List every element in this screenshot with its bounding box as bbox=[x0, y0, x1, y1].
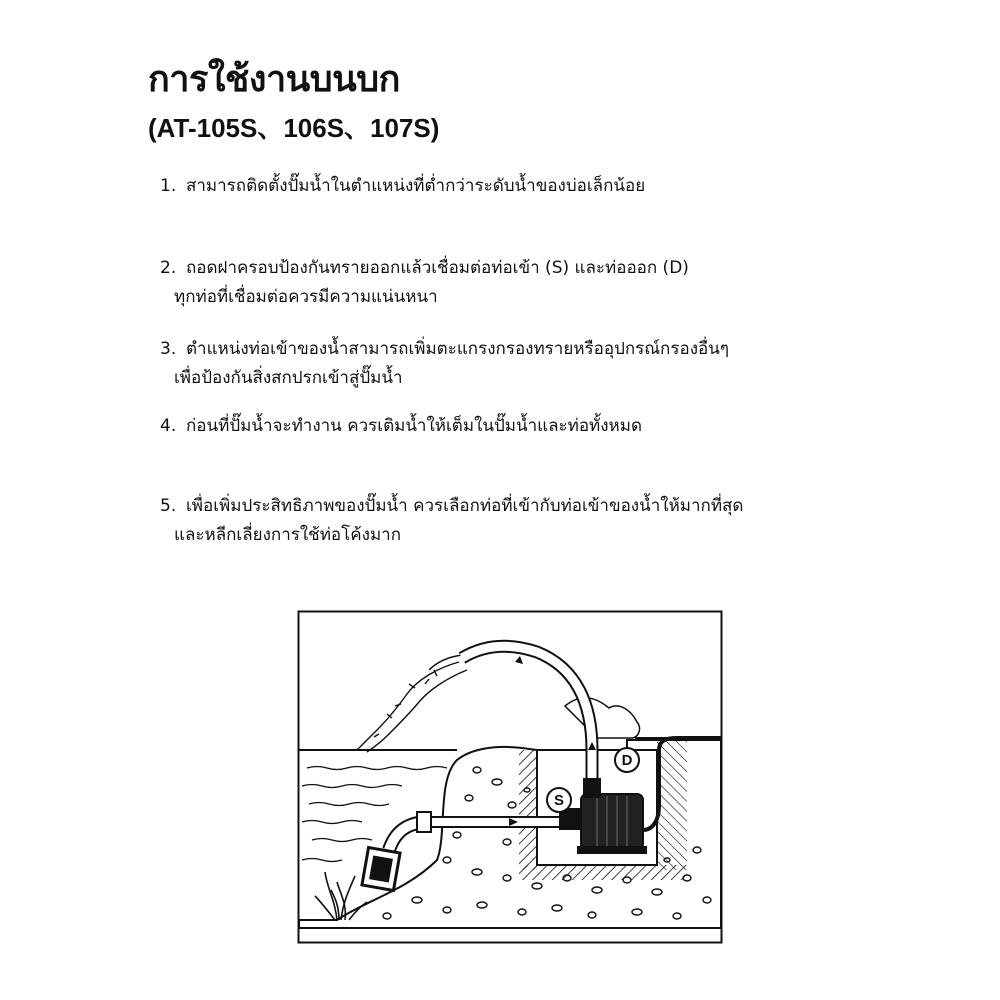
instruction-item-1 bbox=[160, 172, 860, 201]
svg-text:D: D bbox=[621, 752, 633, 769]
step-text: ก่อนที่ปั๊มน้ำจะทำงาน ควรเติมน้ำให้เต็มในปั๊มน้ำและท่อทั้งหมด bbox=[186, 416, 643, 436]
step-text: ถอดฝาครอบป้องกันทรายออกแล้วเชื่อมต่อท่อเข้า (S) และท่อออก (D) bbox=[186, 258, 689, 278]
instruction-item-5 bbox=[160, 492, 860, 550]
step-text: สามารถติดตั้งปั๊มน้ำในตำแหน่งที่ต่ำกว่าระดับน้ำของบ่อเล็กน้อย bbox=[186, 176, 646, 196]
page-title: การใช้งานบนบก bbox=[148, 59, 400, 100]
suction-label bbox=[547, 788, 571, 812]
discharge-label bbox=[615, 748, 639, 772]
step-text-continued: ทุกท่อที่เชื่อมต่อควรมีความแน่นหนา bbox=[174, 287, 438, 307]
step-number: 3. bbox=[160, 339, 177, 359]
step-number: 4. bbox=[160, 416, 177, 436]
step-text-continued: และหลีกเลี่ยงการใช้ท่อโค้งมาก bbox=[174, 525, 401, 545]
suction-pipe bbox=[427, 818, 567, 826]
model-subtitle: (AT-105S、106S、107S) bbox=[148, 113, 440, 143]
svg-text:S: S bbox=[553, 792, 565, 809]
instruction-item-2 bbox=[160, 254, 860, 312]
step-number: 1. bbox=[160, 176, 177, 196]
instruction-item-3 bbox=[160, 335, 860, 393]
step-text: เพื่อเพิ่มประสิทธิภาพของปั๊มน้ำ ควรเลือกท่อที่เข้ากับท่อเข้าของน้ำให้มากที่สุด bbox=[186, 496, 744, 516]
pump-installation-illustration bbox=[297, 610, 723, 944]
step-text-continued: เพื่อป้องกันสิ่งสกปรกเข้าสู่ปั๊มน้ำ bbox=[174, 368, 403, 388]
step-number: 5. bbox=[160, 496, 177, 516]
step-text: ตำแหน่งท่อเข้าของน้ำสามารถเพิ่มตะแกรงกรองทรายหรืออุปกรณ์กรองอื่นๆ bbox=[186, 339, 729, 359]
instruction-item-4 bbox=[160, 412, 860, 441]
step-number: 2. bbox=[160, 258, 177, 278]
